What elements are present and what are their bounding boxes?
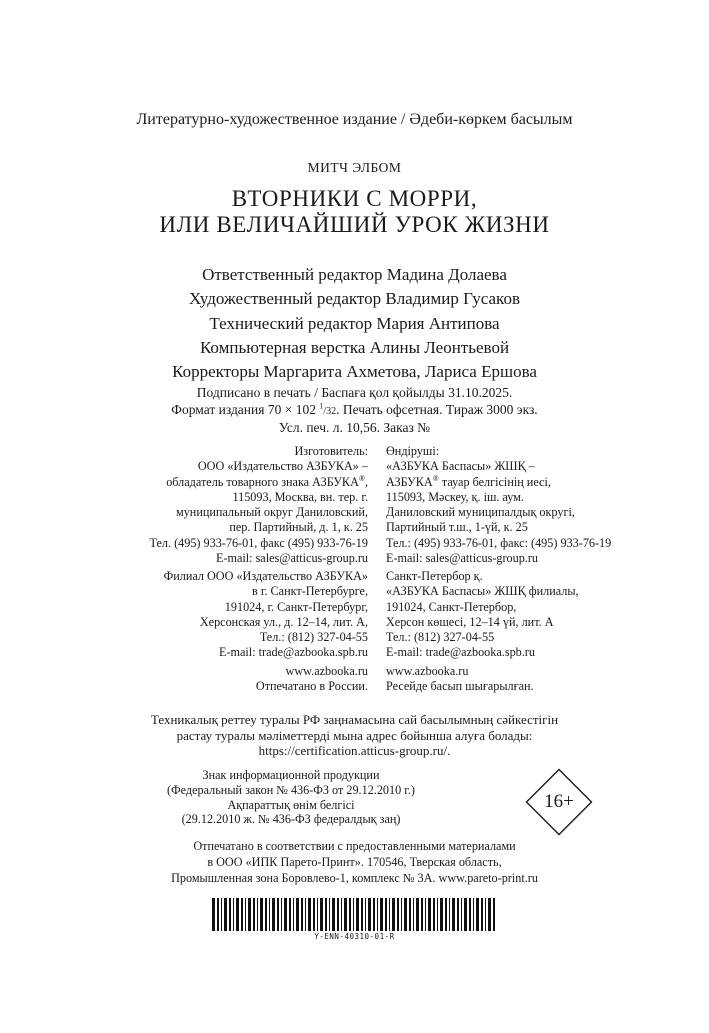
address-line: муниципальный округ Даниловский,	[176, 505, 368, 520]
trademark-line	[150, 475, 368, 490]
website: www.azbooka.ru	[285, 664, 368, 678]
address-line: Херсон көшесі, 12–14 үй, лит. А	[386, 614, 554, 629]
manufacturer-name: ООО «Издательство АЗБУКА» –	[197, 459, 368, 474]
staff-line: Компьютерная верстка Алины Леонтьевой	[199, 337, 510, 357]
info-mark-line: Знак информационной продукции	[202, 768, 380, 782]
website: www.azbooka.ru	[386, 664, 469, 678]
email-line: E-mail: trade@azbooka.spb.ru	[219, 645, 368, 660]
printer-line: Отпечатано в соответствии с предоставленными материалами	[193, 839, 516, 853]
registered-mark: ®	[358, 473, 365, 483]
email-line: E-mail: sales@atticus-group.ru	[386, 551, 539, 566]
barcode-number: Y-ENN-40310-01-R	[314, 932, 395, 941]
info-mark-line: (Федеральный закон № 436-ФЗ от 29.12.2010 г.)	[167, 782, 415, 797]
branch-ru	[164, 569, 368, 661]
branch-city: Санкт-Петербор қ.	[386, 569, 483, 583]
staff-line: Корректоры Маргарита Ахметова, Лариса Ершова	[172, 362, 537, 382]
edition-type: Литературно-художественное издание / Әдеби-көркем басылым	[136, 111, 573, 128]
book-title-line-1: ВТОРНИКИ С МОРРИ,	[231, 186, 478, 211]
tech-line: Техникалық реттеу туралы РФ заңнамасына сай басылымның сәйкестігін	[150, 712, 559, 727]
printer-line: в ООО «ИПК Парето-Принт». 170546, Тверская область,	[207, 855, 502, 870]
address-line: Херсонская ул., д. 12–14, лит. А,	[199, 614, 368, 629]
manufacturer-label: Изготовитель:	[294, 444, 368, 458]
address-line: 191024, г. Санкт-Петербург,	[224, 599, 368, 614]
email-line: E-mail: sales@atticus-group.ru	[215, 551, 368, 566]
branch-city: в г. Санкт-Петербурге,	[252, 584, 368, 599]
author-name: МИТЧ ЭЛБОМ	[307, 160, 402, 175]
phone-line: Тел. (495) 933-76-01, факс (495) 933-76-19	[149, 535, 368, 550]
manufacturer-ru	[150, 444, 368, 566]
sheets-line: Усл. печ. л. 10,56. Заказ №	[278, 420, 431, 435]
info-mark-line: (29.12.2010 ж. № 436-ФЗ федералдық заң)	[181, 812, 401, 827]
staff-line: Технический редактор Мария Антипова	[209, 313, 500, 333]
registered-mark: ®	[432, 473, 439, 483]
branch-name: «АЗБУКА Баспасы» ЖШҚ филиалы,	[386, 584, 579, 599]
address-line: 191024, Санкт-Петербор,	[386, 599, 517, 614]
barcode-icon	[212, 898, 497, 931]
trademark-text: обладатель товарного знака АЗБУКА	[166, 474, 359, 489]
address-line: 115093, Мәскеу, қ. іш. аум.	[386, 489, 524, 504]
web-kz	[386, 664, 534, 695]
branch-kz	[386, 569, 579, 661]
info-mark-line: Ақпараттық өнім белгісі	[227, 797, 355, 812]
printer-info	[0, 838, 709, 887]
address-line: Партийный т.ш., 1-үй, к. 25	[386, 520, 528, 535]
editorial-staff	[0, 263, 709, 384]
age-rating-badge	[525, 768, 593, 836]
address-line: 115093, Москва, вн. тер. г.	[232, 489, 368, 504]
address-line: пер. Партийный, д. 1, к. 25	[229, 520, 368, 535]
tech-line: https://certification.atticus-group.ru/.	[258, 743, 451, 758]
trademark-text-end: ,	[364, 474, 368, 489]
fraction-denominator: 32	[326, 405, 337, 417]
branch-name: Филиал ООО «Издательство АЗБУКА»	[163, 569, 368, 583]
trademark-text: АЗБУКА	[386, 474, 433, 489]
age-rating-label: 16+	[544, 791, 574, 812]
signed-to-print: Подписано в печать / Баспаға қол қойылды 31.10.2025.	[196, 385, 513, 400]
phone-line: Тел.: (495) 933-76-01, факс: (495) 933-76-19	[386, 535, 612, 550]
trademark-text-end: тауар белгісінің иесі,	[438, 474, 551, 489]
fraction-numerator: 1	[319, 401, 324, 410]
staff-line: Художественный редактор Владимир Гусаков	[189, 289, 520, 309]
printed-in: Ресейде басып шығарылған.	[386, 679, 534, 694]
phone-line: Тел.: (812) 327-04-55	[386, 630, 495, 645]
manufacturer-kz	[386, 444, 611, 566]
trademark-line	[386, 475, 611, 490]
phone-line: Тел.: (812) 327-04-55	[259, 630, 368, 645]
tech-line: растау туралы мәліметтерді мына адрес бойынша алуға болады:	[176, 727, 533, 743]
manufacturer-label: Өндіруші:	[386, 444, 440, 458]
manufacturer-name: «АЗБУКА Баспасы» ЖШҚ –	[386, 459, 535, 474]
format-prefix: Формат издания 70 × 102	[171, 401, 320, 417]
fraction-separator: /	[323, 405, 327, 417]
format-line	[0, 402, 709, 421]
technical-regulation-note	[0, 712, 709, 759]
email-line: E-mail: trade@azbooka.spb.ru	[386, 645, 535, 660]
staff-line: Ответственный редактор Мадина Долаева	[202, 265, 507, 284]
format-suffix: . Печать офсетная. Тираж 3000 экз.	[336, 401, 538, 417]
book-title-line-2: ИЛИ ВЕЛИЧАЙШИЙ УРОК ЖИЗНИ	[159, 212, 550, 237]
printing-details	[0, 385, 709, 437]
info-product-mark	[0, 768, 582, 827]
web-ru	[256, 664, 368, 695]
printer-line: Промышленная зона Боровлево-1, комплекс № 3А. www.pareto-print.ru	[171, 871, 538, 886]
address-line: Даниловский муниципалдық округі,	[386, 505, 575, 520]
printed-in: Отпечатано в России.	[255, 679, 368, 694]
